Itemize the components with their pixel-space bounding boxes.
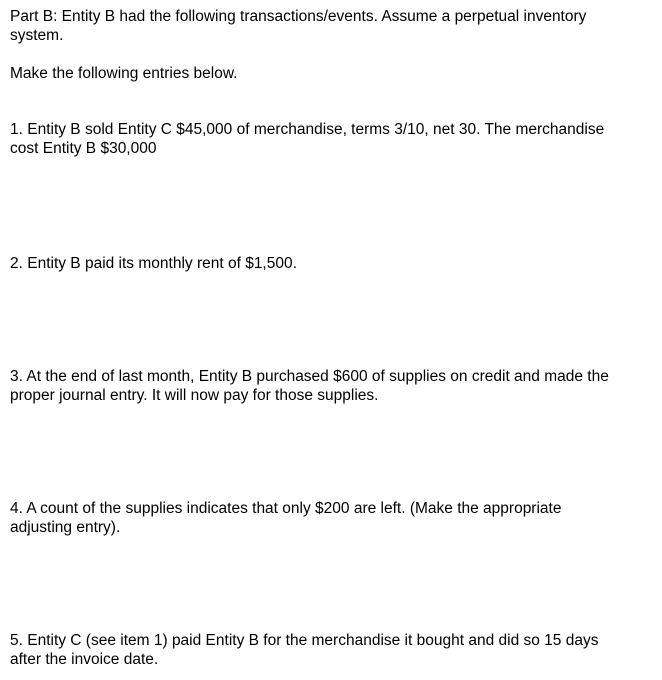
intro-line: system.	[10, 27, 64, 44]
item-line: 3. At the end of last month, Entity B purchased $600 of supplies on credit and made the	[10, 368, 609, 385]
part-b-intro	[10, 7, 658, 45]
transaction-item-4	[10, 499, 658, 537]
intro-line: Part B: Entity B had the following transactions/events. Assume a perpetual inventory	[10, 8, 587, 25]
transaction-item-1	[10, 120, 658, 158]
item-line: 5. Entity C (see item 1) paid Entity B for the merchandise it bought and did so 15 days	[10, 632, 599, 649]
item-line: after the invoice date.	[10, 651, 159, 668]
instruction-text	[10, 64, 658, 83]
instruction-line: Make the following entries below.	[10, 65, 238, 82]
item-line: adjusting entry).	[10, 519, 121, 536]
item-line: 1. Entity B sold Entity C $45,000 of merchandise, terms 3/10, net 30. The merchandise	[10, 121, 605, 138]
item-line: 4. A count of the supplies indicates that only $200 are left. (Make the appropriate	[10, 500, 562, 517]
item-line: cost Entity B $30,000	[10, 140, 157, 157]
transaction-item-5	[10, 631, 658, 669]
transaction-item-3	[10, 367, 658, 405]
transaction-item-2	[10, 254, 658, 273]
item-line: proper journal entry. It will now pay for those supplies.	[10, 387, 379, 404]
item-line: 2. Entity B paid its monthly rent of $1,500.	[10, 255, 297, 272]
